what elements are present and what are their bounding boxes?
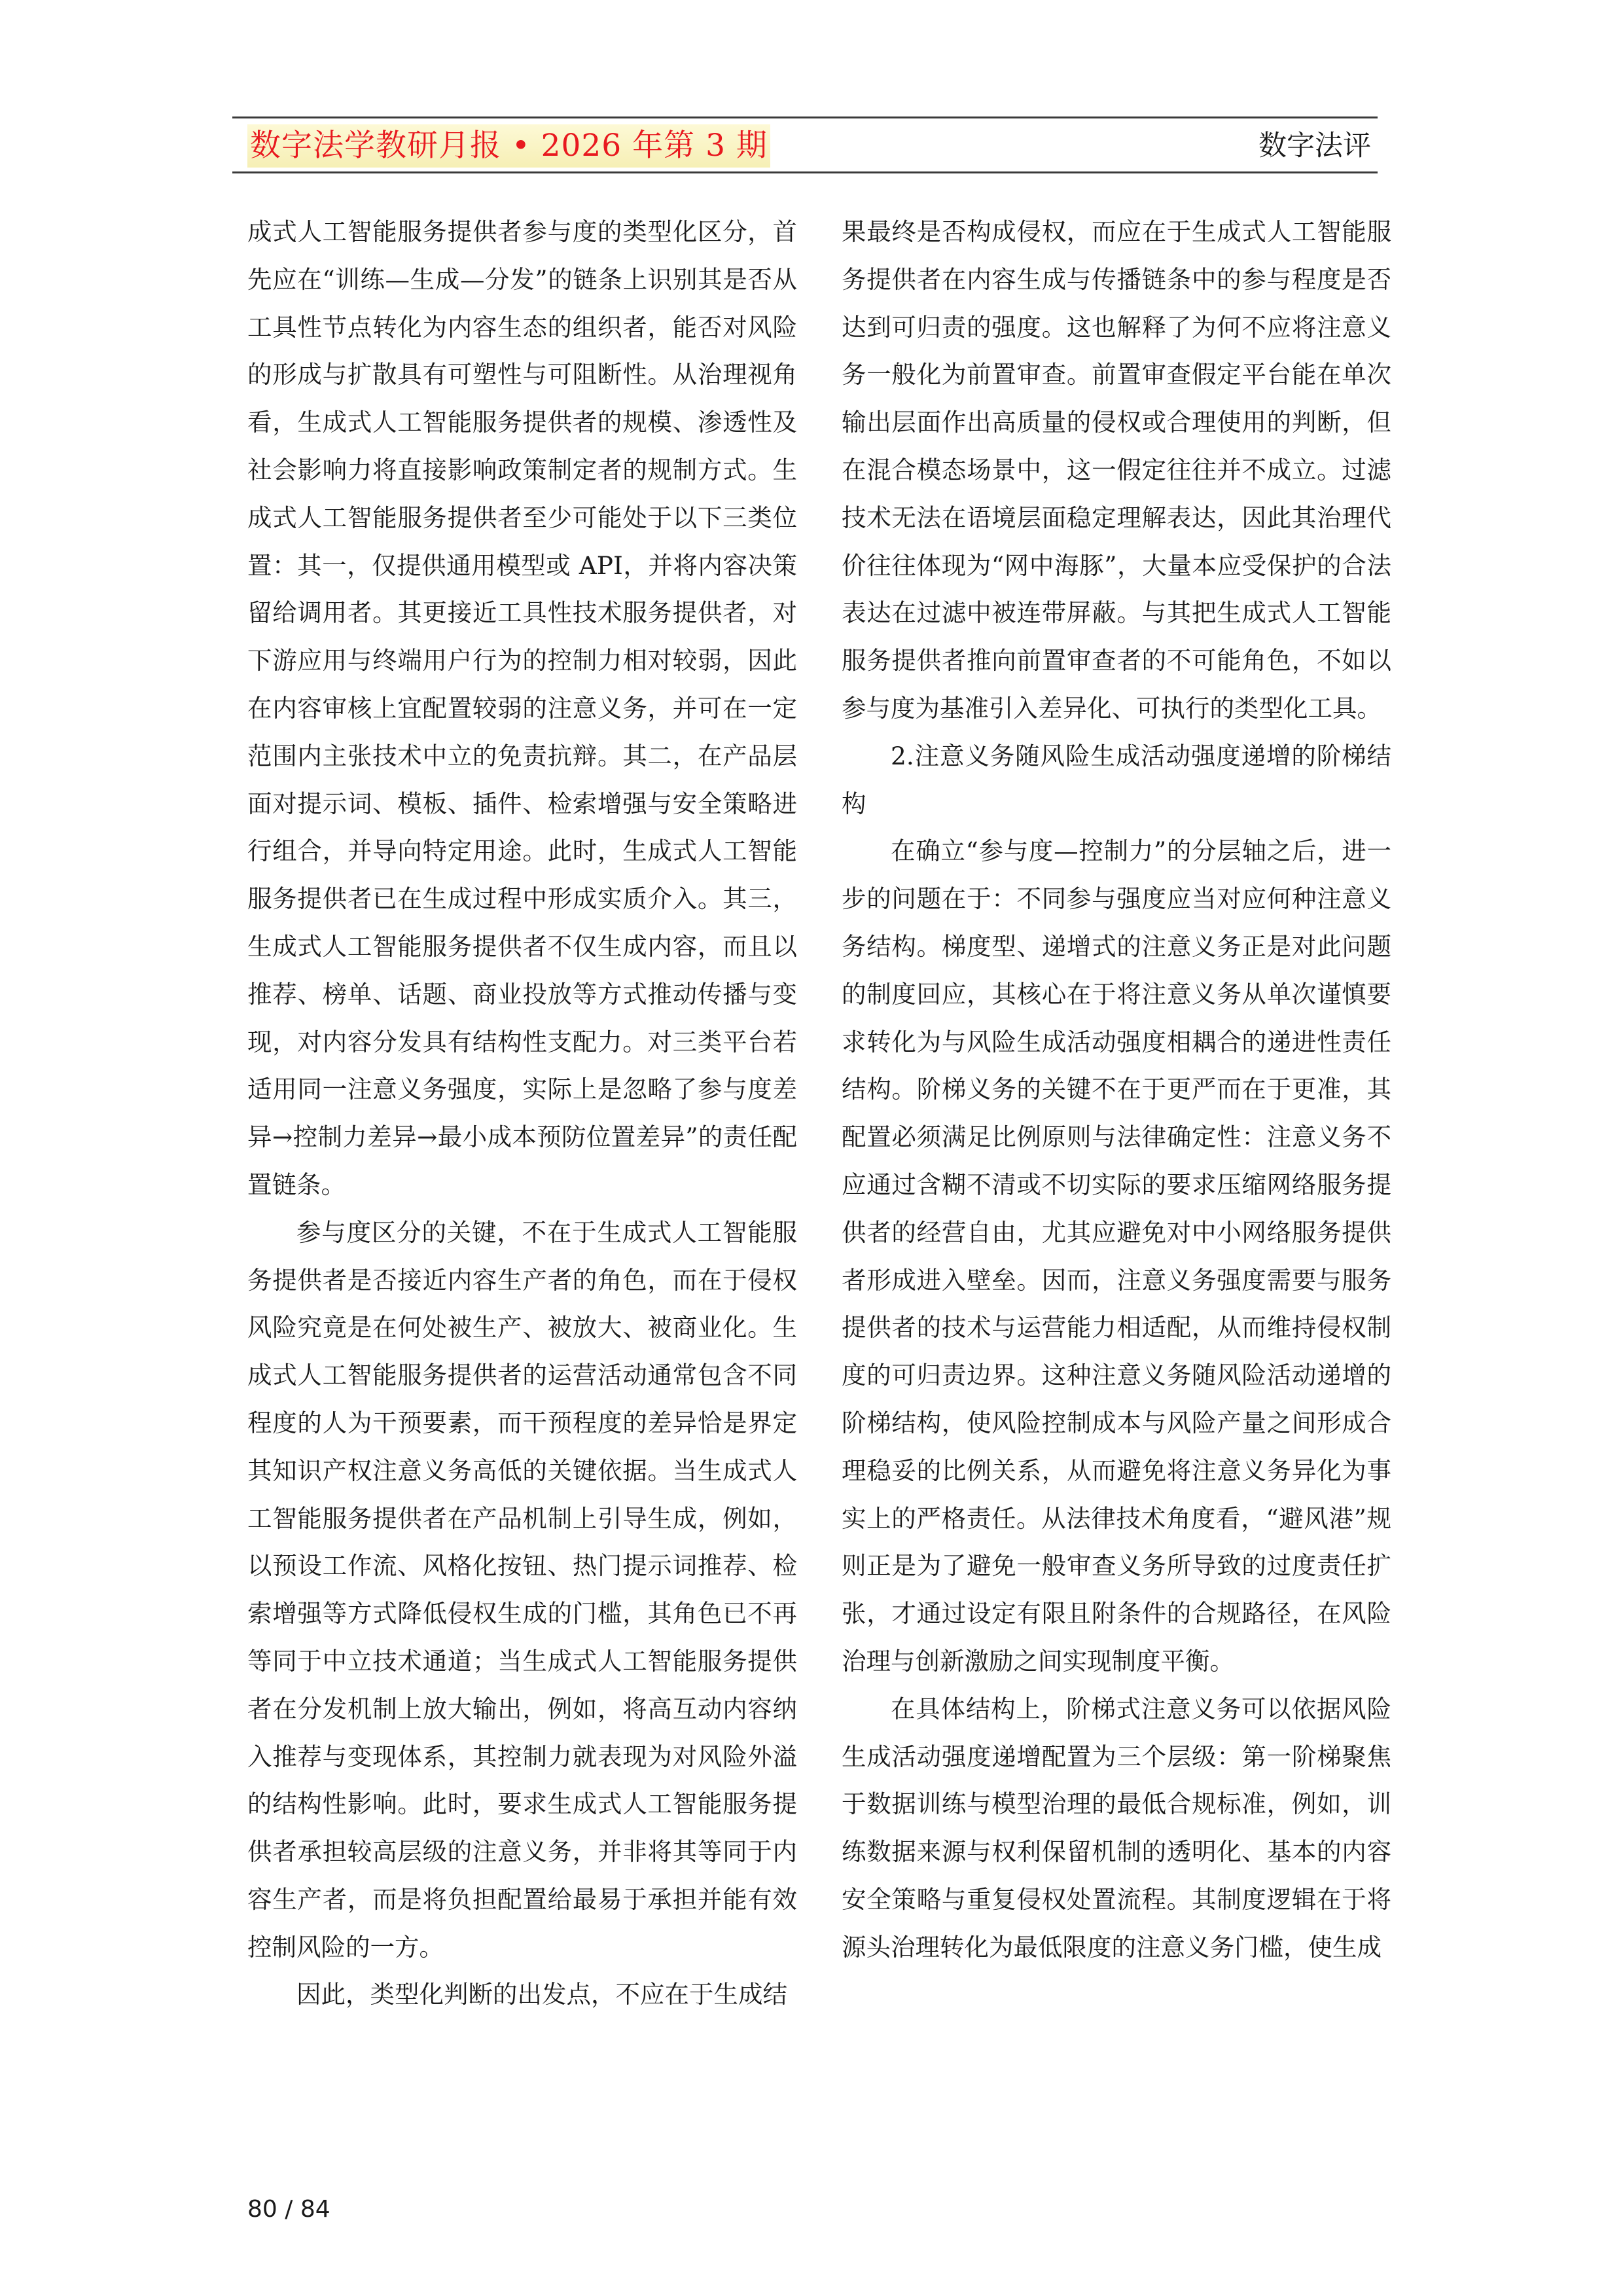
paragraph: 因此，类型化判断的出发点，不应在于生成结 bbox=[296, 1980, 787, 2009]
journal-title: 数字法学教研月报 • 2026 年第 3 期 bbox=[247, 124, 770, 168]
page-number: 80 / 84 bbox=[247, 2196, 330, 2223]
header-top-rule bbox=[232, 117, 1378, 118]
section-name: 数字法评 bbox=[1258, 130, 1371, 162]
paragraph: 参与度区分的关键，不在于生成式人工智能服务提供者是否接近内容生产者的角色，而在于侵权风险究竟是在何处被生产、被放大、被商业化。生成式人工智能服务提供者的运营活动通常包含不同程度的人为干预要素，而干预程度的差异恰是界定其知识产权注意义务高低的关键依据。当生成式人工智能服务提供者在产品机制上引导生成，例如，以预设工作流、风格化按钮、热门提示词推荐、检索增强等方式降低侵权生成的门槛，其角色已不再等同于中立技术通道；当生成式人工智能服务提供者在分发机制上放大输出，例如，将高互动内容纳入推荐与变现体系，其控制力就表现为对风险外溢的结构性影响。此时，要求生成式人工智能服务提供者承担较高层级的注意义务，并非将其等同于内容生产者，而是将负担配置给最易于承担并能有效控制风险的一方。 bbox=[247, 1217, 797, 1962]
paragraph: 果最终是否构成侵权，而应在于生成式人工智能服务提供者在内容生成与传播链条中的参与程度是否达到可归责的强度。这也解释了为何不应将注意义务一般化为前置审查。前置审查假定平台能在单次输出层面作出高质量的侵权或合理使用的判断，但在混合模态场景中，这一假定往往并不成立。过滤技术无法在语境层面稳定理解表达，因此其治理代价往往体现为“网中海豚”，大量本应受保护的合法表达在过滤中被连带屏蔽。与其把生成式人工智能服务提供者推向前置审查者的不可能角色，不如以参与度为基准引入差异化、可执行的类型化工具。 bbox=[842, 217, 1391, 723]
paragraph: 在具体结构上，阶梯式注意义务可以依据风险生成活动强度递增配置为三个层级：第一阶梯聚焦于数据训练与模型治理的最低合规标准，例如，训练数据来源与权利保留机制的透明化、基本的内容安全策略与重复侵权处置流程。其制度逻辑在于将源头治理转化为最低限度的注意义务门槛，使生成 bbox=[842, 1694, 1391, 1962]
section-heading: 2.注意义务随风险生成活动强度递增的阶梯结构 bbox=[842, 741, 1391, 818]
paragraph: 在确立“参与度—控制力”的分层轴之后，进一步的问题在于：不同参与强度应当对应何种注意义务结构。梯度型、递增式的注意义务正是对此问题的制度回应，其核心在于将注意义务从单次谨慎要求转化为与风险生成活动强度相耦合的递进性责任结构。阶梯义务的关键不在于更严而在于更准，其配置必须满足比例原则与法律确定性：注意义务不应通过含糊不清或不切实际的要求压缩网络服务提供者的经营自由，尤其应避免对中小网络服务提供者形成进入壁垒。因而，注意义务强度需要与服务提供者的技术与运营能力相适配，从而维持侵权制度的可归责边界。这种注意义务随风险活动递增的阶梯结构，使风险控制成本与风险产量之间形成合理稳妥的比例关系，从而避免将注意义务异化为事实上的严格责任。从法律技术角度看，“避风港”规则正是为了避免一般审查义务所导致的过度责任扩张，才通过设定有限且附条件的合规路径，在风险治理与创新激励之间实现制度平衡。 bbox=[842, 836, 1391, 1676]
paragraph: 成式人工智能服务提供者参与度的类型化区分，首先应在“训练—生成—分发”的链条上识别其是否从工具性节点转化为内容生态的组织者，能否对风险的形成与扩散具有可塑性与可阻断性。从治理视角看，生成式人工智能服务提供者的规模、渗透性及社会影响力将直接影响政策制定者的规制方式。生成式人工智能服务提供者至少可能处于以下三类位置：其一，仅提供通用模型或 API，并将内容决策留给调用者。其更接近工具性技术服务提供者，对下游应用与终端用户行为的控制力相对较弱，因此在内容审核上宜配置较弱的注意义务，并可在一定范围内主张技术中立的免责抗辩。其二，在产品层面对提示词、模板、插件、检索增强与安全策略进行组合，并导向特定用途。此时，生成式人工智能服务提供者已在生成过程中形成实质介入。其三，生成式人工智能服务提供者不仅生成内容，而且以推荐、榜单、话题、商业投放等方式推动传播与变现，对内容分发具有结构性支配力。对三类平台若适用同一注意义务强度，实际上是忽略了参与度差异→控制力差异→最小成本预防位置差异”的责任配置链条。 bbox=[247, 217, 797, 1199]
header-bottom-rule bbox=[232, 171, 1378, 173]
left-column bbox=[247, 208, 797, 2018]
right-column bbox=[842, 208, 1391, 1971]
